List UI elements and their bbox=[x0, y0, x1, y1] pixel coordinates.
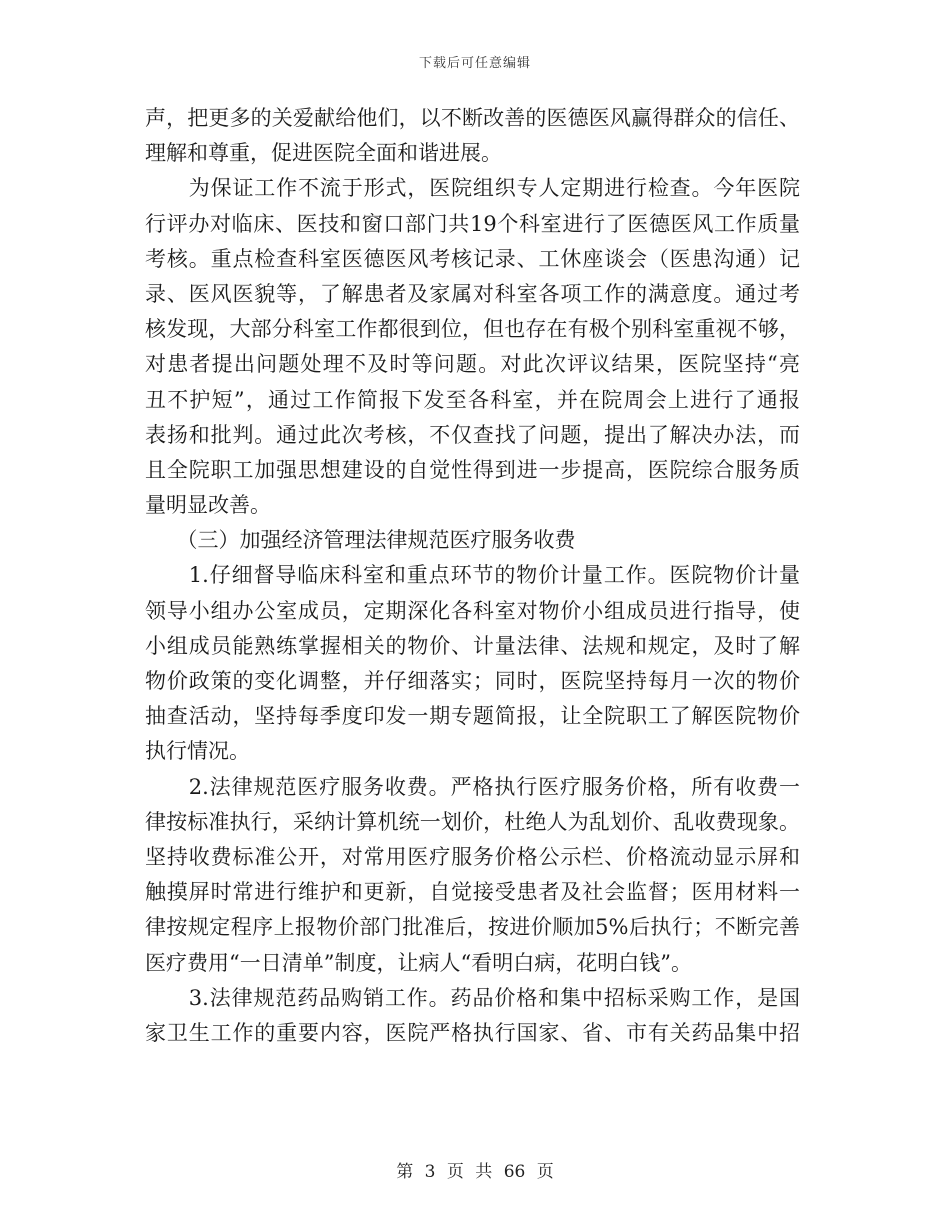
text-line: 行评办对临床、医技和窗口部门共19个科室进行了医德医风工作质量 bbox=[145, 211, 800, 236]
text-line: 为保证工作不流于形式，医院组织专人定期进行检查。今年医院 bbox=[145, 176, 800, 201]
text-line: 丑不护短”，通过工作简报下发至各科室，并在院周会上进行了通报 bbox=[145, 387, 800, 412]
text-line: 核发现，大部分科室工作都很到位，但也存在有极个别科室重视不够， bbox=[145, 317, 800, 342]
page-header: 下载后可任意编辑 bbox=[418, 56, 531, 71]
text-line: 考核。重点检查科室医德医风考核记录、工休座谈会（医患沟通）记 bbox=[145, 246, 800, 271]
text-line: 1.仔细督导临床科室和重点环节的物价计量工作。医院物价计量 bbox=[145, 563, 800, 588]
text-line: 2.法律规范医疗服务收费。严格执行医疗服务价格，所有收费一 bbox=[145, 774, 800, 799]
text-line: 执行情况。 bbox=[145, 739, 250, 764]
text-line: 声，把更多的关爱献给他们，以不断改善的医德医风赢得群众的信任、 bbox=[145, 106, 800, 130]
section-heading: （三）加强经济管理法律规范医疗服务收费 bbox=[145, 528, 576, 553]
text-line: 表扬和批判。通过此次考核，不仅查找了问题，提出了解决办法，而 bbox=[145, 422, 800, 447]
text-line: 且全院职工加强思想建设的自觉性得到进一步提高，医院综合服务质 bbox=[145, 457, 800, 482]
text-line: 律按规定程序上报物价部门批准后，按进价顺加5%后执行；不断完善 bbox=[145, 915, 800, 940]
text-line: 量明显改善。 bbox=[145, 493, 271, 518]
text-line: 家卫生工作的重要内容，医院严格执行国家、省、市有关药品集中招 bbox=[145, 1020, 800, 1045]
text-line: 触摸屏时常进行维护和更新，自觉接受患者及社会监督；医用材料一 bbox=[145, 880, 800, 905]
text-line: 医疗费用“一日清单”制度，让病人“看明白病，花明白钱”。 bbox=[145, 950, 692, 975]
text-line: 坚持收费标准公开，对常用医疗服务价格公示栏、价格流动显示屏和 bbox=[145, 844, 800, 869]
page-number-footer: 第 3 页 共 66 页 bbox=[396, 1162, 554, 1182]
text-line: 小组成员能熟练掌握相关的物价、计量法律、法规和规定，及时了解 bbox=[145, 633, 800, 658]
text-line: 对患者提出问题处理不及时等问题。对此次评议结果，医院坚持“亮 bbox=[145, 352, 800, 377]
text-line: 律按标准执行，采纳计算机统一划价，杜绝人为乱划价、乱收费现象。 bbox=[145, 809, 800, 834]
text-line: 抽查活动，坚持每季度印发一期专题简报，让全院职工了解医院物价 bbox=[145, 704, 800, 729]
text-line: 录、医风医貌等，了解患者及家属对科室各项工作的满意度。通过考 bbox=[145, 281, 800, 306]
text-line: 3.法律规范药品购销工作。药品价格和集中招标采购工作，是国 bbox=[145, 985, 800, 1010]
text-line: 领导小组办公室成员，定期深化各科室对物价小组成员进行指导，使 bbox=[145, 598, 800, 623]
text-line: 物价政策的变化调整，并仔细落实；同时，医院坚持每月一次的物价 bbox=[145, 669, 800, 693]
text-line: 理解和尊重，促进医院全面和谐进展。 bbox=[145, 141, 502, 166]
document-body bbox=[145, 101, 800, 1051]
